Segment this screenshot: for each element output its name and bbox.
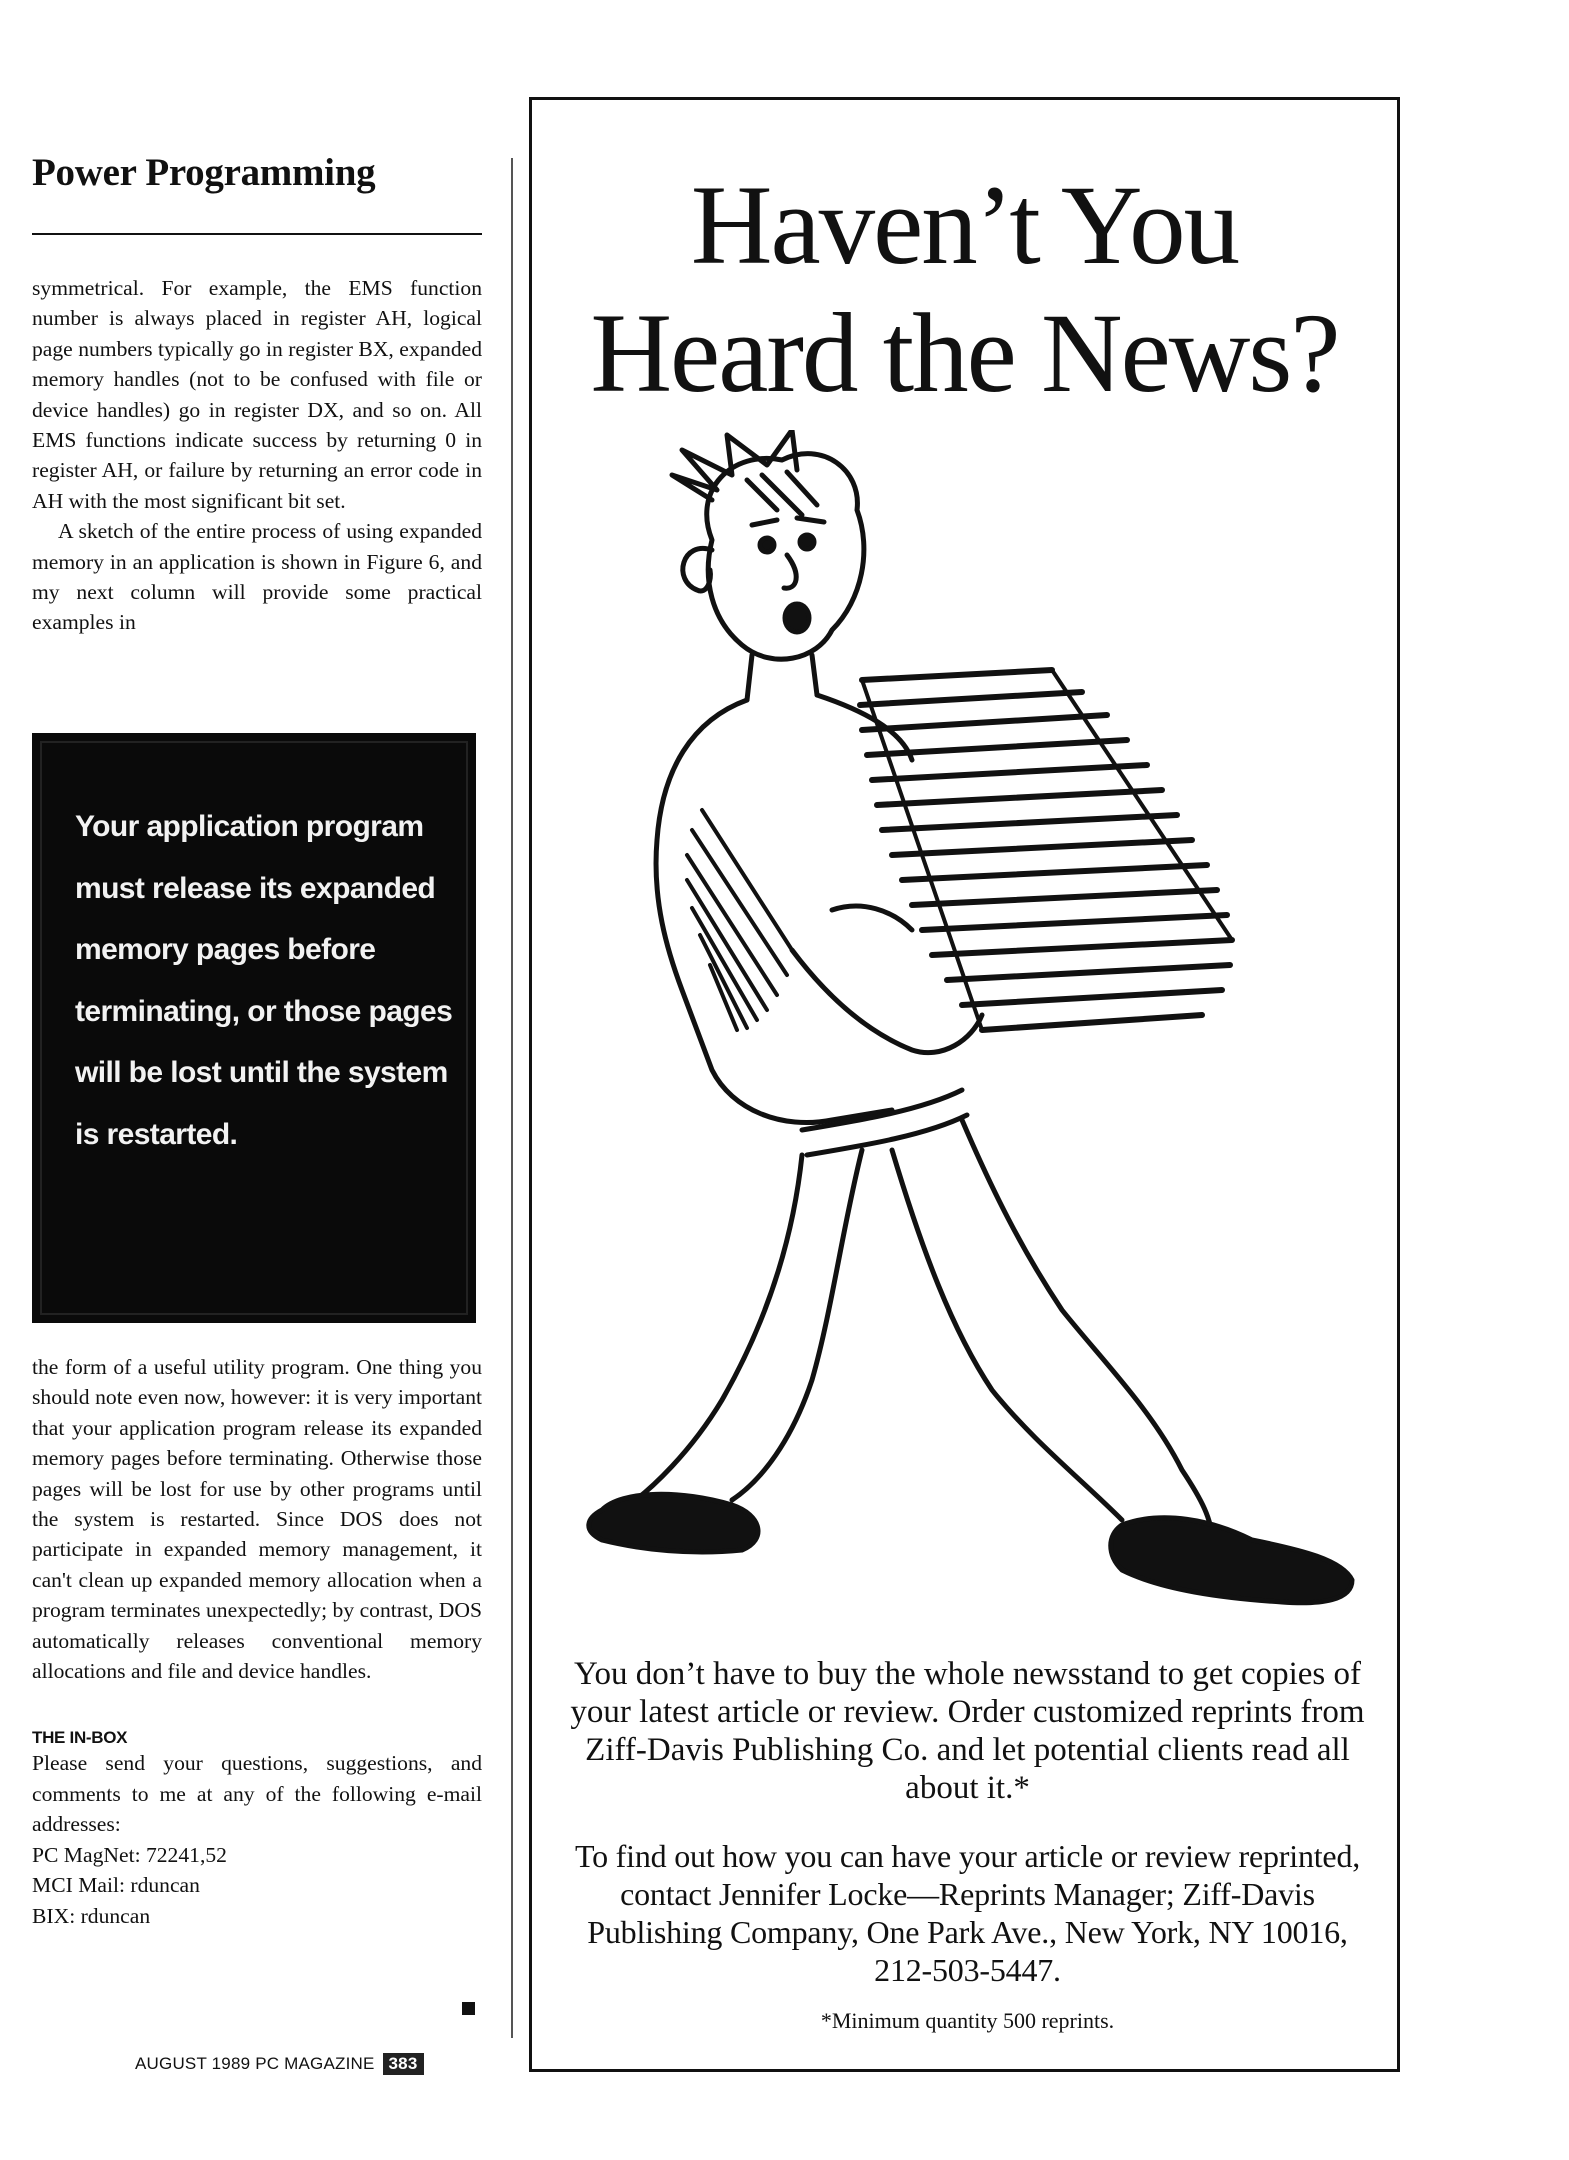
column-divider <box>511 158 513 2038</box>
man-carrying-magazines-illustration <box>562 430 1372 1700</box>
article-column <box>32 140 482 638</box>
inbox-text: Please send your questions, suggestions, and comments to me at any of the following e-mail addresses: <box>32 1751 482 1837</box>
ad-headline-line-2: Heard the News? <box>590 291 1339 416</box>
page-footer <box>135 2053 424 2075</box>
page-number: 383 <box>383 2053 424 2075</box>
body-paragraph-1: symmetrical. For example, the EMS function number is always placed in register AH, logical page numbers typically go in register BX, expanded memory handles (not to be confused with file or device handles) go in register DX, and so on. All EMS functions indicate success by returning 0 in register AH, or failure by returning an error code in AH with the most significant bit set. <box>32 276 482 513</box>
address-mci-mail: MCI Mail: rduncan <box>32 1873 200 1898</box>
article-column-continued <box>32 1352 482 1931</box>
pull-quote-text: Your application program must release its expanded memory pages before terminating, or those pages will be lost until the system is restarted. <box>75 810 453 1151</box>
address-pc-magnet: PC MagNet: 72241,52 <box>32 1842 227 1867</box>
title-rule <box>32 233 482 235</box>
inbox-heading: THE IN-BOX <box>32 1728 128 1748</box>
ad-headline-line-1: Haven’t You <box>690 163 1239 288</box>
footer-issue: AUGUST 1989 PC MAGAZINE <box>135 2054 375 2073</box>
end-of-article-mark <box>462 2002 475 2015</box>
section-title: Power Programming <box>32 151 376 194</box>
address-bix: BIX: rduncan <box>32 1903 151 1928</box>
ad-footnote: *Minimum quantity 500 reprints. <box>820 2008 1115 2033</box>
pull-quote-box <box>32 733 476 1323</box>
body-paragraph-3: the form of a useful utility program. One thing you should note even now, however: it is very important that your application program release its expanded memory pages before terminating. Otherwise those pages will be lost for use by other programs until the system is restarted. Since DOS does not participate in expanded memory management, it can't clean up expanded memory allocation when a program terminates unexpectedly; by contrast, DOS automatically releases conventional memory allocations and file and device handles. <box>32 1355 482 1684</box>
ad-contact-info: To find out how you can have your article or review reprinted, contact Jennifer Locke—Reprints Manager; Ziff-Davis Publishing Company, One Park Ave., New York, NY 10016, 212-503-5447. <box>574 1838 1361 1988</box>
reprints-advertisement <box>529 97 1400 2072</box>
body-paragraph-2: A sketch of the entire process of using expanded memory in an application is shown in Figure 6, and my next column will provide some practical examples in <box>32 519 482 635</box>
ad-headline <box>532 162 1397 418</box>
ad-body-copy: You don’t have to buy the whole newsstand to get copies of your latest article or review. Order customized reprints from Ziff-Davis Publishing Co. and let potential clients read all about it.* <box>570 1656 1365 1806</box>
